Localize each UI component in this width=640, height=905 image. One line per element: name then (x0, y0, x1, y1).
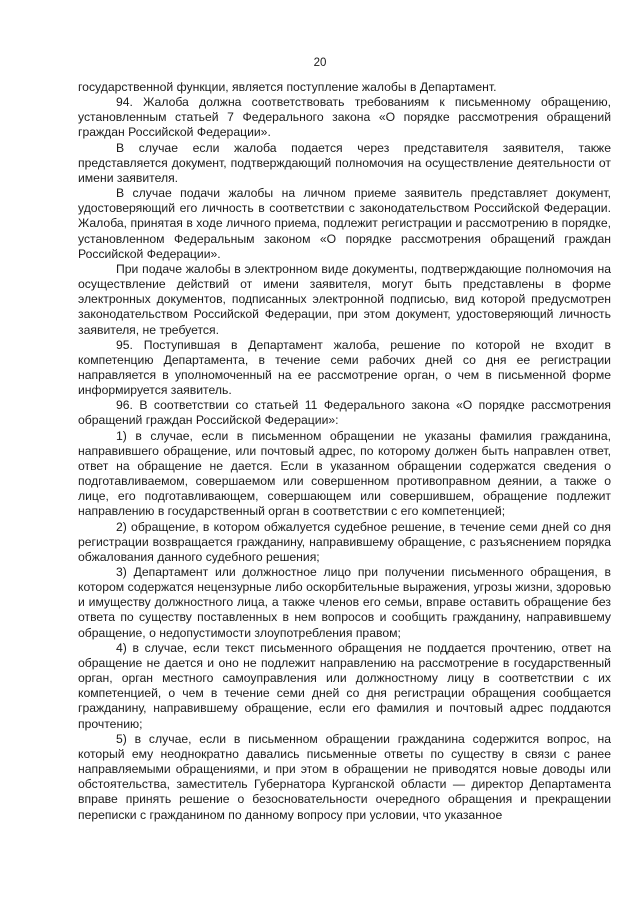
list-item-5: 5) в случае, если в письменном обращении гражданина содержится вопрос, на который ему неоднократно давались письменные ответы по существу в связи с ранее направляемыми обращениями, и при этом в обращении не приводятся новые доводы или обстоятельства, заместитель Губернатора Курганской области — директор Департамента вправе принять решение о безосновательности очередного обращения и прекращении переписки с гражданином по данному вопросу при условии, что указанное (78, 731, 611, 822)
paragraph-95: 95. Поступившая в Департамент жалоба, решение по которой не входит в компетенцию Департамента, в течение семи рабочих дней со дня ее регистрации направляется в уполномоченный на ее рассмотрение орган, о чем в письменной форме информируется заявитель. (78, 337, 611, 398)
paragraph-96: 96. В соответствии со статьей 11 Федерального закона «О порядке рассмотрения обращений граждан Российской Федерации»: (78, 398, 611, 428)
paragraph-94: 94. Жалоба должна соответствовать требованиям к письменному обращению, установленным статьей 7 Федерального закона «О порядке рассмотрения обращений граждан Российской Федерации». (78, 95, 611, 140)
list-item-2: 2) обращение, в котором обжалуется судебное решение, в течение семи дней со дня регистрации возвращается гражданину, направившему обращение, с разъяснением порядка обжалования данного судебного решения; (78, 519, 611, 564)
document-body (78, 80, 611, 823)
paragraph-personal-reception: В случае подачи жалобы на личном приеме заявитель представляет документ, удостоверяющий его личность в соответствии с законодательством Российской Федерации. Жалоба, принятая в ходе личного приема, подлежит регистрации и рассмотрению в порядке, установленном Федеральным законом «О порядке рассмотрения обращений граждан Российской Федерации». (78, 186, 611, 261)
paragraph-continuation: государственной функции, является поступление жалобы в Департамент. (78, 80, 497, 94)
paragraph-electronic-submission: При подаче жалобы в электронном виде документы, подтверждающие полномочия на осуществление действий от имени заявителя, могут быть представлены в форме электронных документов, подписанных электронной подписью, вид которой предусмотрен законодательством Российской Федерации, при этом документ, удостоверяющий личность заявителя, не требуется. (78, 261, 611, 337)
list-item-3: 3) Департамент или должностное лицо при получении письменного обращения, в котором содержатся нецензурные либо оскорбительные выражения, угрозы жизни, здоровью и имуществу должностного лица, а также членов его семьи, вправе оставить обращение без ответа по существу поставленных в нем вопросов и сообщить гражданину, направившему обращение, о недопустимости злоупотребления правом; (78, 565, 611, 640)
page-number: 20 (313, 57, 327, 69)
paragraph-representative: В случае если жалоба подается через представителя заявителя, также представляется документ, подтверждающий полномочия на осуществление деятельности от имени заявителя. (78, 140, 611, 185)
list-item-1: 1) в случае, если в письменном обращении не указаны фамилия гражданина, направившего обращение, или почтовый адрес, по которому должен быть направлен ответ, ответ на обращение не дается. Если в указанном обращении содержатся сведения о подготавливаемом, совершаемом или совершенном противоправном деянии, а также о лице, его подготавливающем, совершающем или совершившем, обращение подлежит направлению в государственный орган в соответствии с его компетенцией; (78, 428, 611, 519)
list-item-4: 4) в случае, если текст письменного обращения не поддается прочтению, ответ на обращение не дается и оно не подлежит направлению на рассмотрение в государственный орган, орган местного самоуправления или должностному лицу в соответствии с их компетенцией, о чем в течение семи дней со дня регистрации обращения сообщается гражданину, направившему обращение, если его фамилия и почтовый адрес поддаются прочтению; (78, 640, 611, 731)
